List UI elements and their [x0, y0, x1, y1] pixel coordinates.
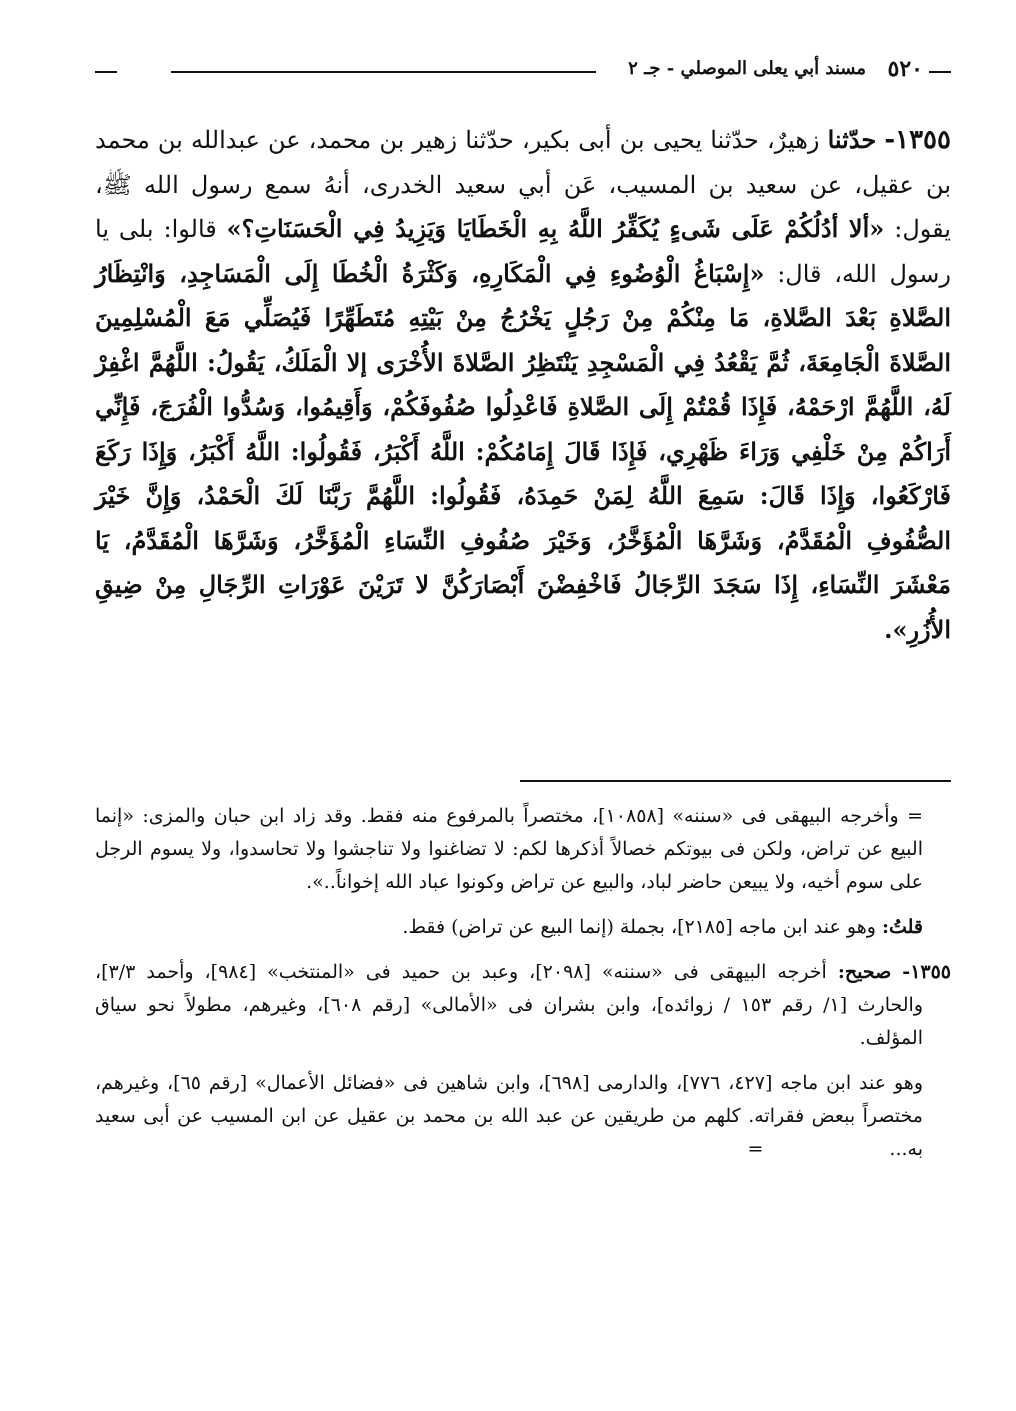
running-header: [95, 52, 951, 86]
footnotes: [95, 800, 951, 1178]
footnote-takhrij: [95, 956, 951, 1055]
footnote-separator: [520, 780, 951, 782]
takhrij-number: ١٣٥٥-: [902, 961, 952, 983]
hadith-quote-1: «ألا أدُلُكُمْ عَلَى شَىءٍ يُكَفِّرُ اللَّهُ بِهِ الْخَطَايَا وَيَزِيدُ فِي الْحَسَنَاتِ؟»: [226, 214, 885, 243]
footnote-last: [95, 1067, 951, 1166]
hadith-text: [95, 118, 951, 652]
takhrij-grade: صحيح:: [837, 961, 892, 983]
hadith-mid: قالوا: بلى يا رسول الله، قال:: [95, 215, 951, 288]
hadith-lead: حدّثنا: [827, 125, 877, 154]
hadith-number: ١٣٥٥-: [884, 125, 951, 155]
book-title: مسند أبي يعلى الموصلي - جـ ٢: [628, 58, 866, 79]
qultu-label: قلتُ:: [881, 916, 923, 938]
last-para-text: وهو عند ابن ماجه [٤٢٧، ٧٧٦]، والدارمى [٦٩٨]، وابن شاهين فى «فضائل الأعمال» [رقم ٦٥]، وغيرهم، مختصراً ببعض فقراته. كلهم من طريقين عن عبد الله بن محمد بن عقيل عن ابن المسيب عن أبى سعيد به...: [95, 1072, 923, 1160]
qultu-text: وهو عند ابن ماجه [٢١٨٥]، بجملة (إنما البيع عن تراض) فقط.: [402, 916, 876, 938]
hadith-quote-2: «إِسْبَاغُ الْوُضُوءِ فِي الْمَكَارِهِ، وَكَثْرَةُ الْخُطَا إِلَى الْمَسَاجِدِ، وَانْتِظَارُ الصَّلاةِ بَعْدَ الصَّلاةِ، مَا مِنْكُمْ مِنْ رَجُلٍ يَخْرُجُ مِنْ بَيْتِهِ مُتَطَهِّرًا فَيُصَلِّي مَعَ الْمُسْلِمِينَ الصَّلاةَ الْجَامِعَةَ، ثُمَّ يَقْعُدُ فِي الْمَسْجِدِ يَنْتَظِرُ الصَّلاةَ الأُخْرَى إلا الْمَلَكُ، يَقُولُ: اللَّهُمَّ اغْفِرْ لَهُ، اللَّهُمَّ ارْحَمْهُ، فَإِذَا قُمْتُمْ إِلَى الصَّلاةِ فَاعْدِلُوا صُفُوفَكُمْ، وَأَقِيمُوا، وَسُدُّوا الْفُرَجَ، فَإِنِّي أَرَاكُمْ مِنْ خَلْفِي وَرَاءَ ظَهْرِي، فَإِذَا قَالَ إِمَامُكُمْ: اللَّهُ أَكْبَرُ، فَقُولُوا: اللَّهُ أَكْبَرُ، وَإِذَا رَكَعَ فَارْكَعُوا، وَإِذَا قَالَ: سَمِعَ اللَّهُ لِمَنْ حَمِدَهُ، فَقُولُوا: اللَّهُمَّ رَبَّنَا لَكَ الْحَمْدُ، وَإِنَّ خَيْرَ الصُّفُوفِ الْمُقَدَّمُ، وَشَرَّهَا الْمُؤَخَّرُ، وَخَيْرَ صُفُوفِ النِّسَاءِ الْمُؤَخَّرُ، وَشَرَّهَا الْمُقَدَّمُ، يَا مَعْشَرَ النِّسَاءِ، إِذَا سَجَدَ الرِّجَالُ فَاخْفِضْنَ أَبْصَارَكُنَّ لا تَرَيْنَ عَوْرَاتِ الرِّجَالِ مِنْ ضِيقِ الأُزُرِ».: [95, 258, 951, 644]
takhrij-text: أخرجه البيهقى فى «سننه» [٢٠٩٨]، وعبد بن حميد فى «المنتخب» [٩٨٤]، وأحمد ٣/٣]، والحارث [١/ رقم ١٥٣ / زوائده]، وابن بشران فى «الأمالى» [رقم ٦٠٨]، وغيرهم، مطولاً نحو سياق المؤلف.: [95, 961, 924, 1049]
page-number: ٥٢٠: [887, 56, 923, 82]
hadith-isnad: زهيرٌ، حدّثنا يحيى بن أبى بكير، حدّثنا زهير بن محمد، عن عبدالله بن محمد بن عقيل، عن سعيد بن المسيب، عَن أبي سعيد الخدرى، أنهُ سمع رسول الله ﷺ، يقول:: [95, 126, 951, 243]
header-rule-left: [95, 71, 117, 73]
footnote-continuation: = وأخرجه البيهقى فى «سننه» [١٠٨٥٨]، مختصراً بالمرفوع منه فقط. وقد زاد ابن حبان والمزى: «إنما البيع عن تراض، ولكن فى بيوتكم خصالاً أذكرها لكم: لا تضاغنوا ولا تناجشوا ولا تحاسدوا، ولا يسوم الرجل على سوم أخيه، ولا يبيعن حاضر لباد، والبيع عن تراض وكونوا عباد الله إخواناً..».: [95, 805, 923, 893]
header-rule-right: [929, 71, 951, 73]
footnote-qultu: [95, 911, 951, 944]
continuation-mark: =: [747, 1138, 764, 1160]
header-rule-middle: [171, 71, 596, 73]
